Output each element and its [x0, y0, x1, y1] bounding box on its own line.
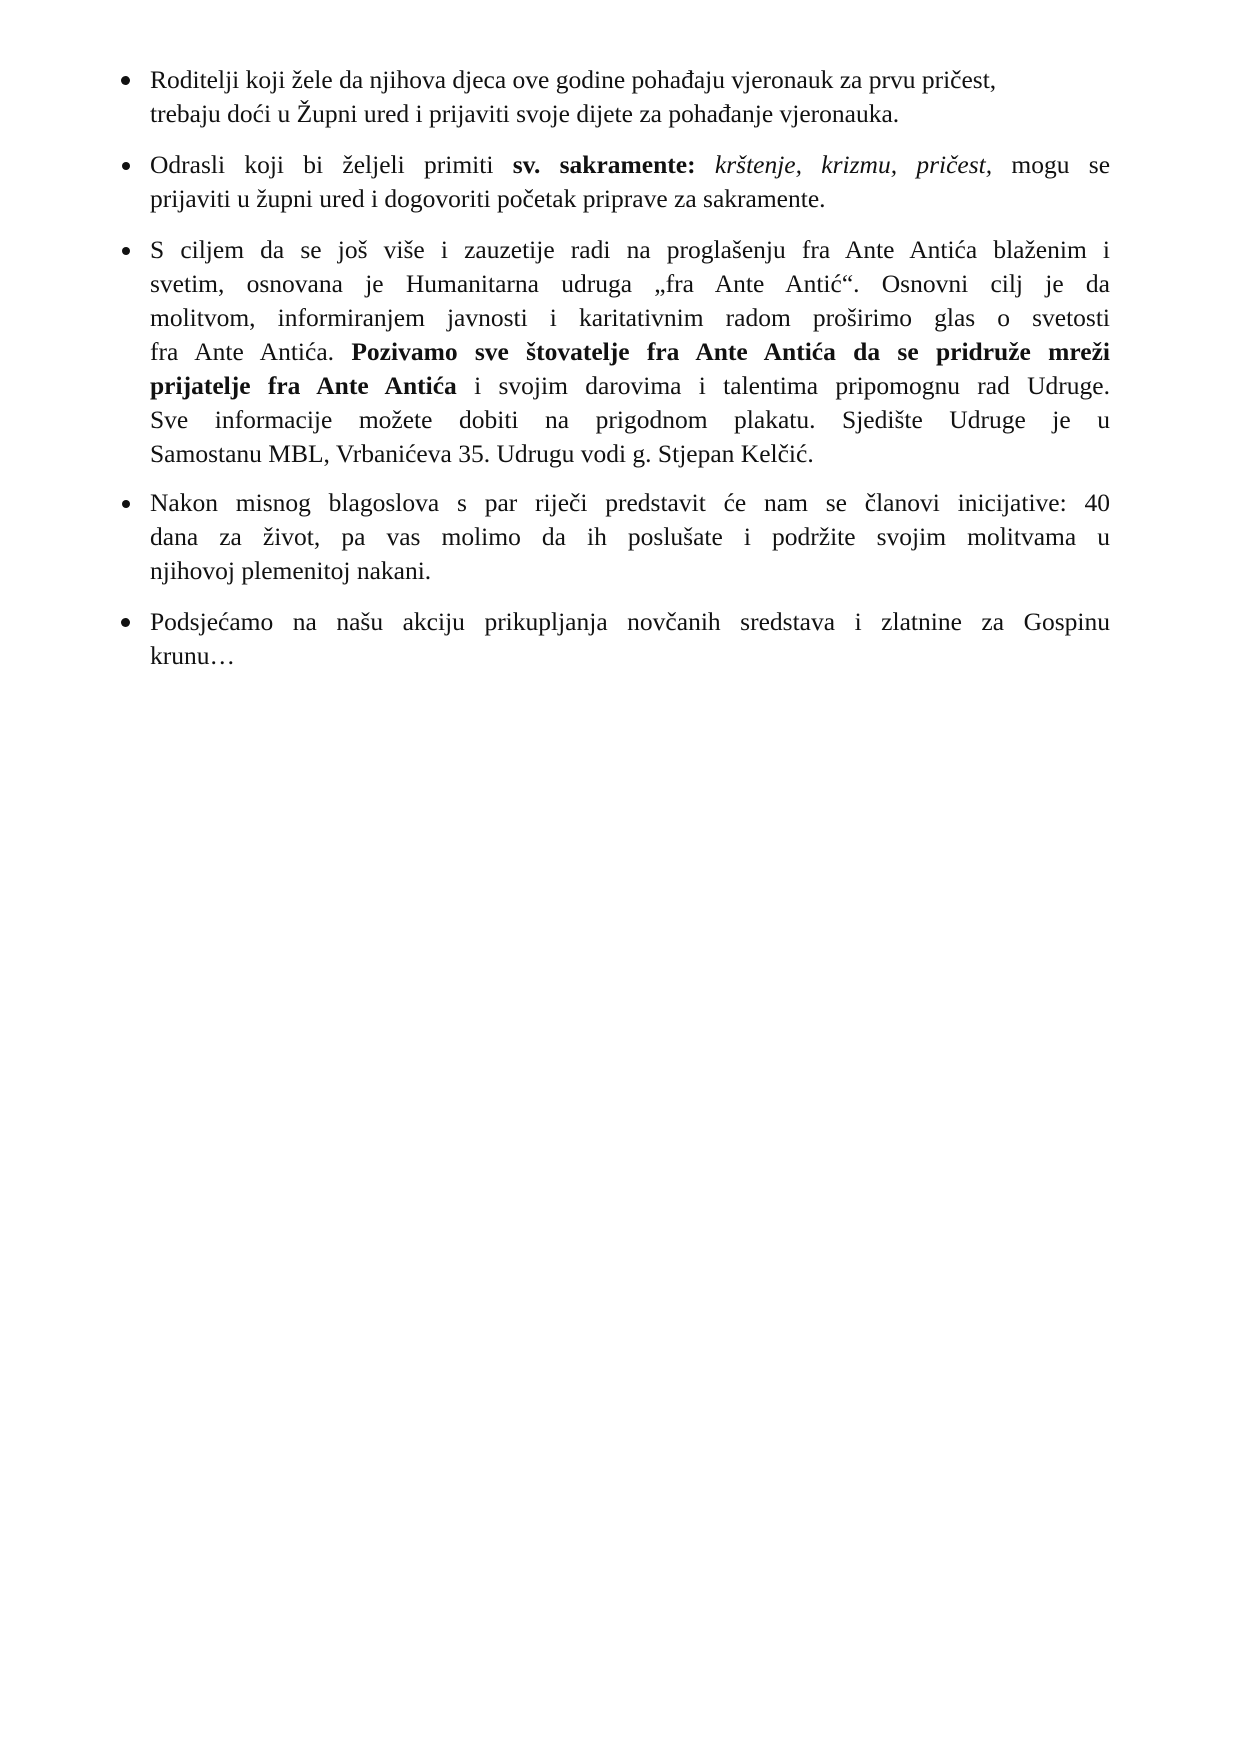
text-line: prijaviti u župni ured i dogovoriti početak priprave za sakramente. — [150, 184, 826, 213]
text-line — [150, 148, 1110, 182]
text-line: dana za život, pa vas molimo da ih poslušate i podržite svojim molitvama u — [150, 522, 1110, 551]
text-run-bold: sv. sakramente: — [512, 150, 696, 179]
bullet-icon — [121, 76, 130, 85]
text-line: svetim, osnovana je Humanitarna udruga „fra Ante Antić“. Osnovni cilj je da — [150, 269, 1110, 298]
text-line: Nakon misnog blagoslova s par riječi predstavit će nam se članovi inicijative: 40 — [150, 488, 1110, 517]
text-line: Roditelji koji žele da njihova djeca ove godine pohađaju vjeronauk za prvu pričest, — [150, 65, 997, 94]
text-line: Samostanu MBL, Vrbanićeva 35. Udrugu vodi g. Stjepan Kelčić. — [150, 439, 814, 468]
text-line: molitvom, informiranjem javnosti i karitativnim radom proširimo glas o svetosti — [150, 303, 1110, 332]
text-line: njihovoj plemenitoj nakani. — [150, 556, 432, 585]
text-line: krunu… — [150, 641, 235, 670]
text-run — [696, 150, 715, 179]
text-line — [150, 335, 1110, 369]
text-run-bold: Pozivamo sve štovatelje fra Ante Antića da se pridruže mreži — [351, 337, 1111, 366]
announcement-adult-sacraments — [150, 148, 1110, 216]
announcement-first-communion — [150, 63, 1110, 131]
bullet-icon — [122, 247, 130, 255]
text-line: Sve informacije možete dobiti na prigodnom plakatu. Sjedište Udruge je u — [150, 405, 1110, 434]
bullet-icon — [122, 162, 130, 170]
text-run: mogu se — [992, 150, 1111, 179]
text-line: trebaju doći u Župni ured i prijaviti svoje dijete za pohađanje vjeronauka. — [150, 99, 900, 128]
announcement-fra-ante-antic — [150, 233, 1110, 471]
text-run: i svojim darovima i talentima pripomognu rad Udruge. — [456, 371, 1110, 400]
text-line — [150, 369, 1110, 403]
text-run-italic: krštenje, krizmu, pričest, — [714, 150, 993, 179]
text-run: fra Ante Antića. — [150, 337, 352, 366]
text-line: Podsjećamo na našu akciju prikupljanja novčanih sredstava i zlatnine za Gospinu — [150, 607, 1110, 636]
text-run: Odrasli koji bi željeli primiti — [150, 150, 513, 179]
bullet-icon — [121, 618, 130, 627]
text-line: S ciljem da se još više i zauzetije radi na proglašenju fra Ante Antića blaženim i — [150, 235, 1110, 264]
announcement-40-days-for-life — [150, 486, 1110, 588]
bullet-icon — [122, 500, 130, 508]
text-run-bold: prijatelje fra Ante Antića — [150, 371, 457, 400]
announcement-crown-collection — [150, 605, 1110, 673]
